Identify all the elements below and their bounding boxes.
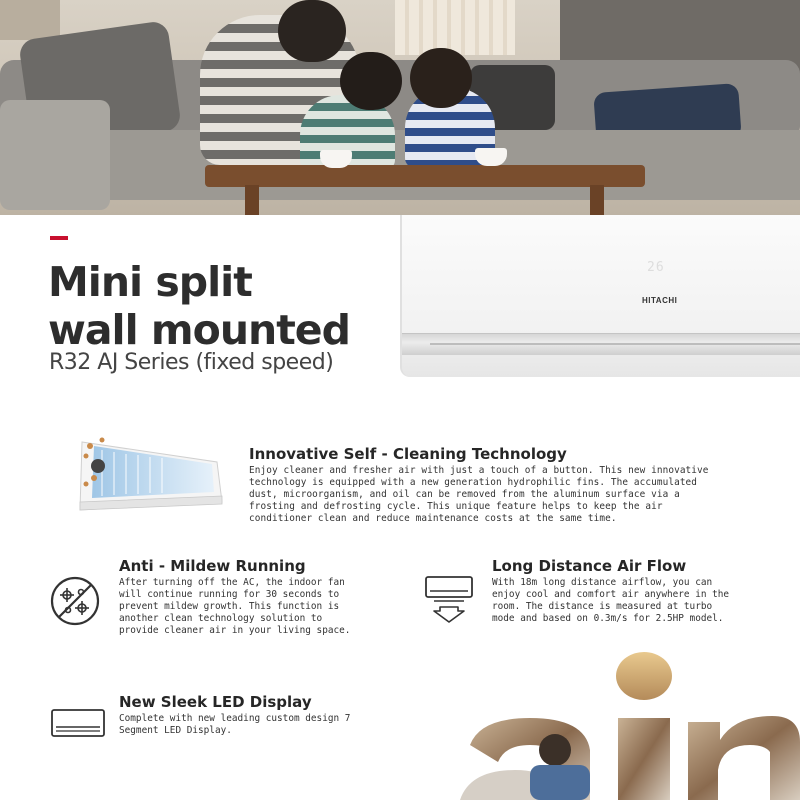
feature-desc-led-display: Complete with new leading custom design 7 Segment LED Display. <box>119 713 351 736</box>
title-line-1: Mini split <box>48 258 252 306</box>
led-display-icon <box>50 707 106 739</box>
feature-desc-long-distance: With 18m long distance airflow, you can enjoy cool and comfort air anywhere in the room. The distance is measured at turbo mode and based on 0.3m/s for 2.5HP model. <box>492 577 730 624</box>
ac-cleaning-illustration <box>72 432 227 514</box>
feature-title-led-display: New Sleek LED Display <box>119 693 312 711</box>
hero-family-photo <box>0 0 800 215</box>
page-title <box>48 258 350 354</box>
page-subtitle: R32 AJ Series (fixed speed) <box>49 350 334 375</box>
accent-bar <box>50 236 68 240</box>
feature-title-self-cleaning: Innovative Self - Cleaning Technology <box>249 445 567 463</box>
decorative-photo-letters <box>460 650 800 800</box>
feature-desc-self-cleaning: Enjoy cleaner and fresher air with just a touch of a button. This new innovative technology is equipped with a new generation hydrophilic fins. The accumulated dust, microorganism, and oil can be removed from the aluminum surface via a frosting and defrosting cycle. This unique feature helps to keep the air conditioner clean and reduce maintenance costs at the same time. <box>249 465 709 524</box>
ac-temp-display: 26 <box>647 260 665 275</box>
feature-title-long-distance: Long Distance Air Flow <box>492 557 687 575</box>
ac-brand-logo: HITACHI <box>642 296 678 305</box>
airflow-icon <box>424 575 474 625</box>
feature-desc-anti-mildew: After turning off the AC, the indoor fan will continue running for 30 seconds to prevent mildew growth. This function is another clean technology solution to provide cleaner air in your living space. <box>119 577 351 636</box>
ac-unit-image <box>400 215 800 377</box>
title-line-2: wall mounted <box>48 306 350 354</box>
no-mildew-icon <box>49 575 101 627</box>
feature-title-anti-mildew: Anti - Mildew Running <box>119 557 306 575</box>
